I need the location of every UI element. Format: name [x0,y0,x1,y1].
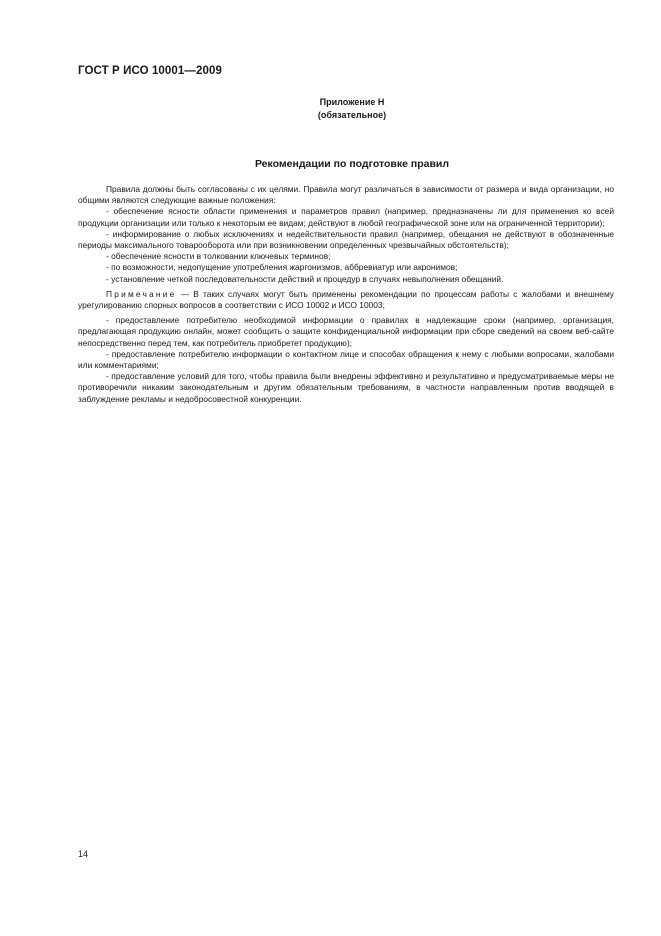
note-text: — В таких случаях могут быть применены рекомендации по процессам работы с жалобами и внешнему урегулированию спорных вопросов в соответствии с ИСО 10002 и ИСО 10003; [78,288,614,311]
page-number: 14 [78,849,89,859]
list-item: - предоставление потребителю необходимой информации о правилах в надлежащие сроки (например, организация, предлагающая продукцию онлайн, может сообщить о защите конфиденциальной информации при сборе сведений на своем веб-сайте непосредственно перед тем, как потребитель приобретет продукцию); [78,315,614,348]
annex-label: Приложение Н [319,97,385,107]
annex-status: (обязательное) [317,110,387,120]
document-body [78,184,614,405]
list-item: - обеспечение ясности области применения и параметров правил (например, предназначены ли для применения ко всей продукции организации или только к некоторым ее видам; действуют в любой географической зоне или на ограниченной территории); [78,206,614,228]
annex-heading [78,96,626,122]
list-item: - предоставление условий для того, чтобы правила были внедрены эффективно и результативно и предусматриваемые меры не противоречили никаким законодательным и другим обязательным требованиям, в частности направленным против вводящей в заблуждение рекламы и недобросовестной конкуренции. [78,371,614,404]
section-title: Рекомендации по подготовке правил [254,158,450,170]
note-paragraph [78,289,614,311]
standard-header: ГОСТ Р ИСО 10001—2009 [78,65,223,77]
list-item: - обеспечение ясности в толковании ключевых терминов; [106,251,331,262]
list-item: - установление четкой последовательности действий и процедур в случаях невыполнения обещаний. [106,273,504,284]
list-item: - предоставление потребителю информации о контактном лице и способах обращения к нему с любыми вопросами, жалобами или комментариями; [78,348,614,371]
paragraph: Правила должны быть согласованы с их целями. Правила могут различаться в зависимости от размера и вида организации, но общими являются следующие важные положения: [78,184,614,206]
list-item: - информирование о любых исключениях и недействительности правил (например, обещания не действуют в обозначенные периоды максимального товарооборота или при возникновении определенных чрезвычайных обстоятельств); [78,228,614,251]
note-label: Примечание [106,288,177,299]
list-item: - по возможности, недопущение употребления жаргонизмов, аббревиатур или акронимов; [106,262,458,273]
